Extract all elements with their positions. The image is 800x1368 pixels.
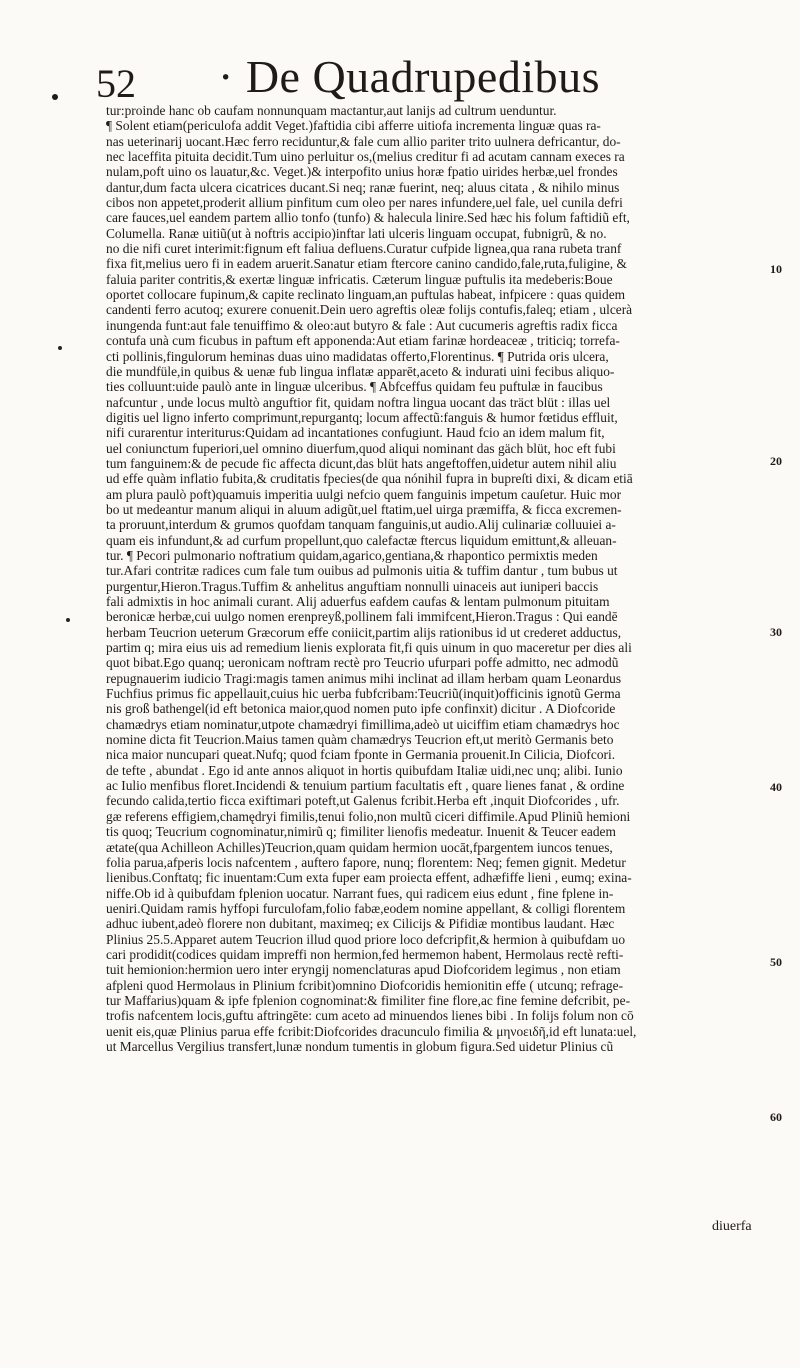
- margin-line-number: 60: [770, 1110, 782, 1124]
- margin-line-number: 50: [770, 955, 782, 969]
- text-line: cti pollinis,fingulorum heminas duas uino madidatas offerto,Florentinus. ¶ Putrida oris ulcera,: [106, 348, 609, 364]
- text-line: am plura paulò poft)quamuis imperitia uulgi nefcio quem fanguinis impetum cauſetur. Huic mor: [106, 486, 622, 502]
- text-line: nas ueterinarij uocant.Hæc ferro reciduntur,& fale cum allio pariter trito uulnera defricantur, do-: [106, 133, 621, 149]
- text-line: ud effe quàm inflatio fubita,& cruditatis fpecies(de qua nónihil fupra in bupreſti dixi, & dicam etiā: [106, 471, 633, 487]
- text-line: fixa fit,melius uero fi in eadem aruerit.Sanatur etiam ftercore canino candido,fale,ruta,fuligine, &: [106, 256, 627, 272]
- text-line: candenti ferro acutoq; exurere conuenit.Dein uero agreftis oleæ folijs contufis,faleq; etiam , ulcerà: [106, 302, 633, 318]
- text-line: afpleni quod Hermolaus in Plinium fcribit)omnino Diofcoridis hemionitin effe ( utcunq; refrage-: [106, 977, 624, 993]
- text-line: ut Marcellus Vergilius transfert,lunæ nondum tumentis in globum figura.Sed uidetur Plinius cũ: [106, 1038, 614, 1054]
- text-line: Plinius 25.5.Apparet autem Teucrion illud quod priore loco defcripfit,& hermion à quibufdam uo: [106, 931, 626, 947]
- text-line: cibos non appetet,proderit allium pinfitum cum oleo per nares infundere,uel fale, uel cunila defri: [106, 195, 623, 211]
- text-line: fali admixtis in hoc animali curant. Alij aduerfus eafdem caufas & lentam pulmonum pituitam: [106, 594, 610, 609]
- margin-bullet: [52, 94, 58, 100]
- text-line: trofis nafcentem locis,guftu aftringēte: cum aceto ad minuendos lienes bibi . In folijs folum non cō: [106, 1008, 634, 1024]
- text-line: gæ referens effigiem,chamędryi fimilis,tenui folio,non multũ ciceri diffimile.Apud Pliniũ hemioni: [106, 808, 631, 824]
- text-line: tum fanguinem:& de pecude fic affecta dicunt,das blüt hats angeftoffen,uidetur autem nihil aliu: [106, 455, 617, 471]
- text-line: partim q; mira eius uis ad remedium lienis explorata fit,fi quis uinum in quo maceretur per dies ali: [106, 640, 632, 656]
- text-line: tur. ¶ Pecori pulmonario noftratium quidam,agarico,gentiana,& rhapontico permixtis meden: [106, 547, 598, 563]
- text-line: ¶ Solent etiam(periculofa addit Veget.)faftidia cibi afferre uitiofa incrementa linguæ quas ra-: [106, 118, 601, 134]
- text-line: uel coniunctum fuperiori,uel omnino diuerfum,quod aliqui nominant das gäch blüt, hoc eft fubi: [106, 440, 616, 456]
- folio-number: 52: [96, 61, 136, 106]
- text-line: nis groß bathengel(id eft betonica maior,quod nomen puto ipfe confinxit) dicitur . A Diofcoride: [106, 701, 616, 717]
- text-line: die mundfüle,in quibus & uenæ fub lingua inflatæ apparēt,aceto & indurati uini fecibus aliquo-: [106, 363, 615, 379]
- text-line: ta proruunt,interdum & grumos quofdam tanquam fanguinis,ut audio.Alij culinariæ colluuiei a-: [106, 517, 616, 533]
- text-line: cari prodidit(codices quidam impreffi non hermion,fed hermemon habent, Hermolaus rectè refti-: [106, 946, 624, 962]
- text-line: tur.Afari contritæ radices cum fale tum ouibus ad pulmonis uitia & tuffim dantur , tum bubus ut: [106, 563, 618, 579]
- text-line: quot bibat.Ego quanq; ueronicam noftram rectè pro Teucrio ufurpari poffe admitto, nec admodũ: [106, 655, 619, 671]
- text-line: ac Iulio menfibus floret.Incidendi & tenuium partium facultatis eft , quare lienes fanat , & ordine: [106, 778, 625, 794]
- text-line: ætate(qua Achilleon Achilles)Teucrion,quam quidam hermion uocāt,fpargentem iuncos tenues,: [106, 839, 613, 855]
- text-line: dantur,dum facta ulcera cicatrices ducant.Si neq; ranæ fuerint, neq; aluus citata , & nihilo minus: [106, 179, 620, 195]
- text-line: tur Maffarius)quam & ipfe fplenion cognominat:& fimiliter fine flore,ac fine femine defcribit, pe-: [106, 992, 631, 1008]
- margin-line-number: 40: [770, 780, 782, 794]
- text-line: nulam,poft uino os lauatur,&c. Veget.)& interpofito unius horæ fpatio uirides herbæ,uel frondes: [106, 164, 618, 180]
- margin-mark: [58, 346, 62, 350]
- text-line: herbam Teucrion ueterum Græcorum effe coniicit,partim alijs rationibus id ut crederet adductus,: [106, 624, 622, 640]
- catchword: diuerfa: [712, 1219, 752, 1234]
- body-text: [106, 103, 762, 1054]
- text-line: beronicæ herbæ,cui uulgo nomen erenpreyß,pollinem fali immifcent,Hieron.Tragus : Qui eandē: [106, 609, 618, 625]
- text-line: folia parua,afperis locis nafcentem , auftero fapore, nunq; florentem: Neq; femen gignit. Medetur: [106, 854, 626, 870]
- text-line: contufa unà cum ficubus in paftum eft apponenda:Aut etiam farinæ hordeaceæ , triticiq; torrefa-: [106, 333, 620, 349]
- running-head: · De Quadrupedibus: [218, 51, 601, 102]
- text-line: Columella. Ranæ uitiũ(ut à noftris accipio)inftar lati ulceris linguam occupat, fubnigrũ, & no.: [106, 225, 607, 241]
- text-line: adhuc iubent,adeò florere non dubitant, maximeq; ex Cilicijs & Pifidiæ montibus laudant. Hæc: [106, 916, 615, 932]
- text-line: tis quoq; Teucrium cognominatur,nimirũ q; fimiliter lienofis medeatur. Inuenit & Teucer eadem: [106, 824, 616, 840]
- text-line: inungenda funt:aut fale tenuiffimo & oleo:aut butyro & fale : Aut cucumeris agreftis radix ficca: [106, 317, 618, 333]
- text-line: tuit hemionion:hermion uero inter eryngij nomenclaturas apud Diofcoridem legimus , non etiam: [106, 962, 621, 978]
- text-line: de tefte , abundat . Ego id ante annos aliquot in hortis quibufdam Italiæ uidi,nec unq; alibi. Iunio: [106, 762, 623, 778]
- text-line: tur:proinde hanc ob caufam nonnunquam mactantur,aut lanijs ad cultrum uenduntur.: [106, 103, 557, 118]
- text-line: care fauces,uel eandem partem allio tonfo (tunfo) & halecula linire.Sed hæc his folum faftidiũ eft,: [106, 210, 630, 226]
- text-line: ties colluunt:uide paulò ante in linguæ ulceribus. ¶ Abfceffus quidam feu puftulæ in faucibus: [106, 379, 603, 395]
- text-line: fecundo calida,tertio ficca exiftimari poteft,ut Galenus fcribit.Herba eft ,inquit Diofcorides , ufr.: [106, 793, 620, 809]
- text-line: nomine dicta fit Teucrion.Maius tamen quàm chamædrys Teucrion eft,ut meritò Germanis beto: [106, 732, 614, 748]
- text-line: faluia pariter contritis,& exertæ linguæ infricatis. Cæterum linguæ puftulis ita medeberis:Boue: [106, 271, 613, 287]
- text-line: nifi curarentur interiturus:Quidam ad incantationes confugiunt. Haud fcio an idem malum fit,: [106, 425, 605, 441]
- text-line: purgentur,Hieron.Tragus.Tuffim & anhelitus anguftiam nonnulli uinaceis aut iuniperi baccis: [106, 578, 599, 594]
- text-line: quam eis infundunt,& ad curfum propellunt,quo calefactæ ftercus liquidum emittunt,& alleuan-: [106, 532, 617, 548]
- text-line: bo ut medeantur manum aliqui in aluum adigũt,uel ftatim,uel uirga præmiffa, & ficca excremen-: [106, 501, 622, 517]
- text-line: repugnauerim iudicio Tragi:magis tamen animus mihi inclinat ad illam herbam quam Leonardus: [106, 670, 622, 686]
- text-line: lienibus.Conftatq; fic inuentam:Cum exta fuper eam proiecta effent, adhæfiffe lieni , eumq; exina-: [106, 870, 632, 886]
- text-line: chamædrys etiam nominatur,utpote chamædryi fimillima,adeò ut uiciffim etiam chamædrys hoc: [106, 716, 620, 732]
- text-line: no die nifi curet interimit:fignum eft faliua defluens.Curatur cufpide lignea,qua rana rubeta tranf: [106, 241, 622, 257]
- text-line: uenit eis,quæ Plinius parua effe fcribit:Diofcorides dracunculo fimilia & μηνοειδῆ,id eft lunata:uel,: [106, 1023, 637, 1039]
- text-line: ueniri.Quidam ramis hyffopi furculofam,folio fabæ,eodem nomine appellant, & colligi florentem: [106, 900, 626, 916]
- margin-line-number: 20: [770, 454, 782, 468]
- text-line: digitis uel ligno inferto comprimunt,repurgantq; locum affectũ:fanguis & humor fœtidus effluit,: [106, 409, 618, 425]
- text-line: Fuchfius primus fic appellauit,cuius hic uerba fubfcribam:Teucriũ(inquit)officinis ignotũ Germa: [106, 686, 621, 702]
- text-line: nafcuntur , unde locus multò anguftior fit, quidam noftra lingua uocant das träct blüt : illas uel: [106, 394, 611, 410]
- margin-line-number: 30: [770, 625, 782, 639]
- margin-mark: [66, 618, 70, 622]
- text-line: niffe.Ob id à quibufdam fplenion uocatur. Narrant fues, qui radicem eius edunt , fine fplene in-: [106, 885, 614, 901]
- text-line: nica maior nuncupari queat.Nufq; quod fciam fponte in Germania prouenit.In Cilicia, Diofcori.: [106, 747, 616, 763]
- text-line: nec laceffita pituita decidit.Tum uino perluitur os,(melius creditur fi ad acutam cannam execes ra: [106, 149, 625, 165]
- text-line: oportet collocare fupinum,& capite reclinato linguam,an puftulas habeat, infpicere : quas quidem: [106, 287, 626, 303]
- margin-line-number: 10: [770, 262, 782, 276]
